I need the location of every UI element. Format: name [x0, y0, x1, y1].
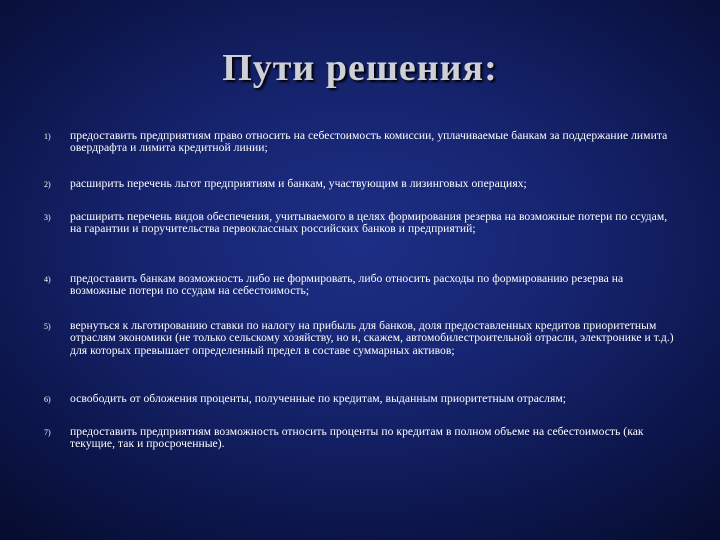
item-number: 5) [44, 322, 51, 331]
item-number: 2) [44, 180, 51, 189]
item-number: 3) [44, 213, 51, 222]
item-text: расширить перечень видов обеспечения, учитываемого в целях формирования резерва на возможные потери по ссудам, на гарантии и поручительства первоклассных российских банков и предприятий; [70, 210, 668, 236]
list-item [44, 130, 680, 155]
item-number: 1) [44, 132, 51, 141]
list-item [44, 211, 680, 236]
item-text: освободить от обложения проценты, полученные по кредитам, выданным приоритетным отраслям; [70, 392, 566, 405]
item-text: предоставить предприятиям возможность относить проценты по кредитам в полном объеме на себестоимость (как текущие, так и просроченные). [70, 425, 644, 451]
item-text: предоставить банкам возможность либо не формировать, либо относить расходы по формированию резерва на возможные потери по ссудам на себестоимость; [70, 272, 624, 298]
item-text: предоставить предприятиям право относить на себестоимость комиссии, уплачиваемые банкам за поддержание лимита овердрафта и лимита кредитной линии; [70, 129, 668, 155]
item-text: расширить перечень льгот предприятиям и банкам, участвующим в лизинговых операциях; [70, 177, 527, 190]
slide-title: Пути решения: [222, 47, 498, 89]
item-number: 7) [44, 428, 51, 437]
item-number: 6) [44, 395, 51, 404]
item-text: вернуться к льготированию ставки по налогу на прибыль для банков, доля предоставленных кредитов приоритетным отраслям экономики (не только сельскому хозяйству, но и, скажем, автомобилестроительной отрасли, электронике и т.д.) для которых превышает определенный предел в составе суммарных активов; [70, 319, 674, 357]
list-item [44, 320, 680, 357]
list-item [44, 393, 680, 406]
list-item [44, 426, 680, 451]
list-item [44, 273, 680, 298]
list-item [44, 178, 680, 191]
item-number: 4) [44, 275, 51, 284]
